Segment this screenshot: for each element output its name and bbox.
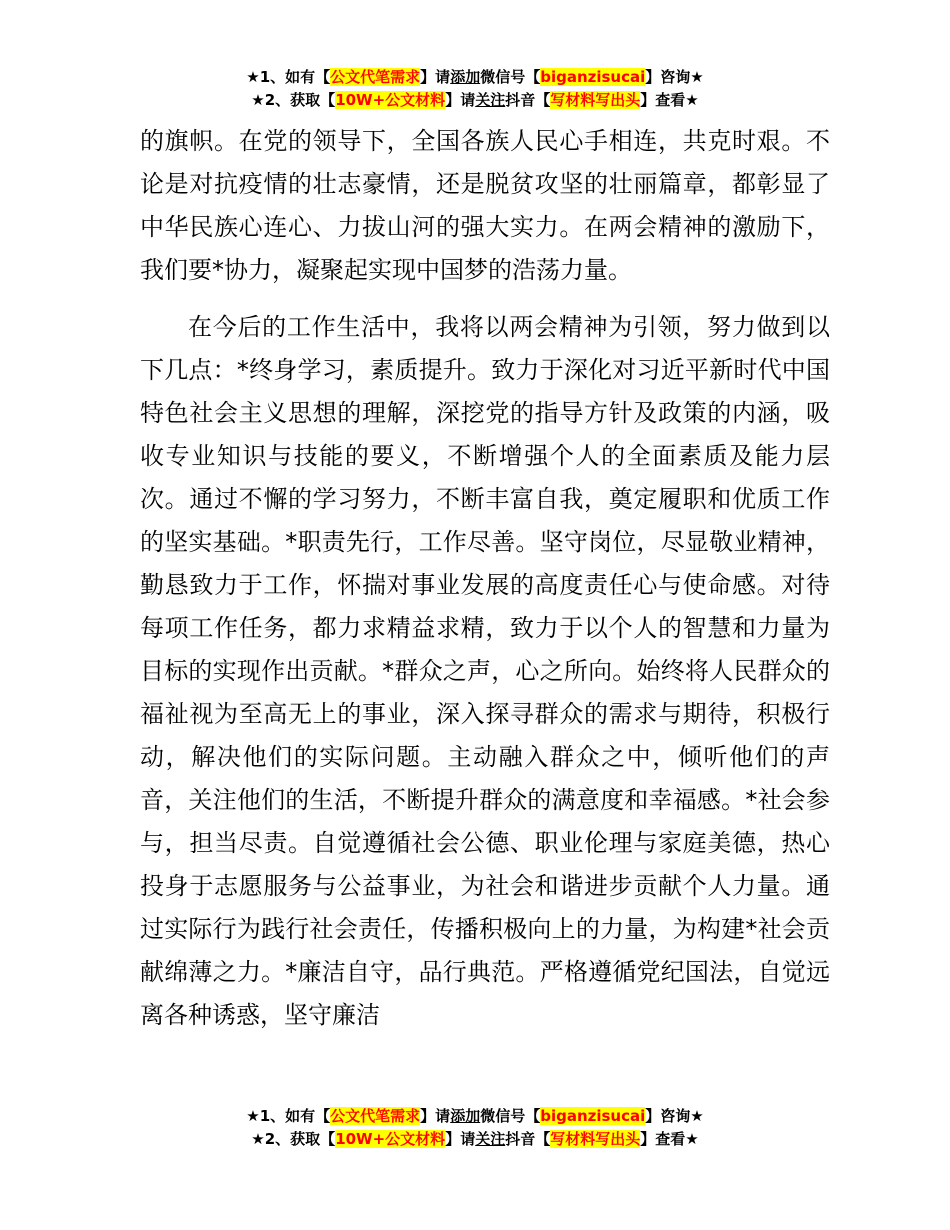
header-line-2-middle: 】请 <box>445 91 476 109</box>
footer-line-1-add: 添加 <box>450 1107 481 1125</box>
footer-line-1-middle: 】请 <box>420 1107 451 1125</box>
footer-line-1-prefix: ★1、如有【 <box>246 1107 331 1125</box>
header-line-1-prefix: ★1、如有【 <box>246 68 331 86</box>
header-line-1-middle: 】请 <box>420 68 451 86</box>
header-line-2-prefix: ★2、获取【 <box>251 91 336 109</box>
footer-line-1 <box>0 1105 950 1128</box>
header-line-2-highlight-materials: 10W+公文材料 <box>335 91 446 109</box>
header-line-1-suffix: 】咨询★ <box>645 68 704 86</box>
footer-line-2-prefix: ★2、获取【 <box>251 1130 336 1148</box>
header-line-1-highlight-service: 公文代笔需求 <box>330 68 421 86</box>
header-line-1-add: 添加 <box>450 68 481 86</box>
footer-line-2-highlight-douyin: 写材料写出头 <box>550 1130 641 1148</box>
paragraph-2: 在今后的工作生活中，我将以两会精神为引领，努力做到以下几点：*终身学习，素质提升。致力于深化对习近平新时代中国特色社会主义思想的理解，深挖党的指导方针及政策的内涵，吸收专业知识与技能的要义，不断增强个人的全面素质及能力层次。通过不懈的学习努力，不断丰富自我，奠定履职和优质工作的坚实基础。*职责先行，工作尽善。坚守岗位，尽显敬业精神，勤恳致力于工作，怀揣对事业发展的高度责任心与使命感。对待每项工作任务，都力求精益求精，致力于以个人的智慧和力量为目标的实现作出贡献。*群众之声，心之所向。始终将人民群众的福祉视为至高无上的事业，深入探寻群众的需求与期待，积极行动，解决他们的实际问题。主动融入群众之中，倾听他们的声音，关注他们的生活，不断提升群众的满意度和幸福感。*社会参与，担当尽责。自觉遵循社会公德、职业伦理与家庭美德，热心投身于志愿服务与公益事业，为社会和谐进步贡献个人力量。通过实际行为践行社会责任，传播积极向上的力量，为构建*社会贡献绵薄之力。*廉洁自守，品行典范。严格遵循党纪国法，自觉远离各种诱惑，坚守廉洁 <box>140 313 830 1029</box>
footer-line-1-highlight-wechat: biganzisucai <box>540 1107 646 1125</box>
footer-line-2 <box>0 1128 950 1151</box>
footer-line-2-suffix: 】查看★ <box>640 1130 699 1148</box>
footer-line-2-follow: 关注 <box>475 1130 506 1148</box>
paragraph-1: 的旗帜。在党的领导下，全国各族人民心手相连，共克时艰。不论是对抗疫情的壮志豪情，还是脱贫攻坚的壮丽篇章，都彰显了中华民族心连心、力拔山河的强大实力。在两会精神的激励下，我们要*协力，凝聚起实现中国梦的浩荡力量。 <box>140 127 830 284</box>
footer-line-2-middle: 】请 <box>445 1130 476 1148</box>
header-line-1 <box>0 66 950 89</box>
header-line-2-middle2: 抖音【 <box>505 91 551 109</box>
footer-line-1-highlight-service: 公文代笔需求 <box>330 1107 421 1125</box>
footer-line-2-highlight-materials: 10W+公文材料 <box>335 1130 446 1148</box>
header-banner <box>0 66 950 112</box>
header-line-1-highlight-wechat: biganzisucai <box>540 68 646 86</box>
header-line-2-follow: 关注 <box>475 91 506 109</box>
header-line-2-highlight-douyin: 写材料写出头 <box>550 91 641 109</box>
footer-line-1-suffix: 】咨询★ <box>645 1107 704 1125</box>
footer-line-1-middle2: 微信号【 <box>480 1107 541 1125</box>
document-body <box>140 120 830 1037</box>
footer-banner <box>0 1105 950 1151</box>
header-line-2-suffix: 】查看★ <box>640 91 699 109</box>
footer-line-2-middle2: 抖音【 <box>505 1130 551 1148</box>
header-line-1-middle2: 微信号【 <box>480 68 541 86</box>
header-line-2 <box>0 89 950 112</box>
